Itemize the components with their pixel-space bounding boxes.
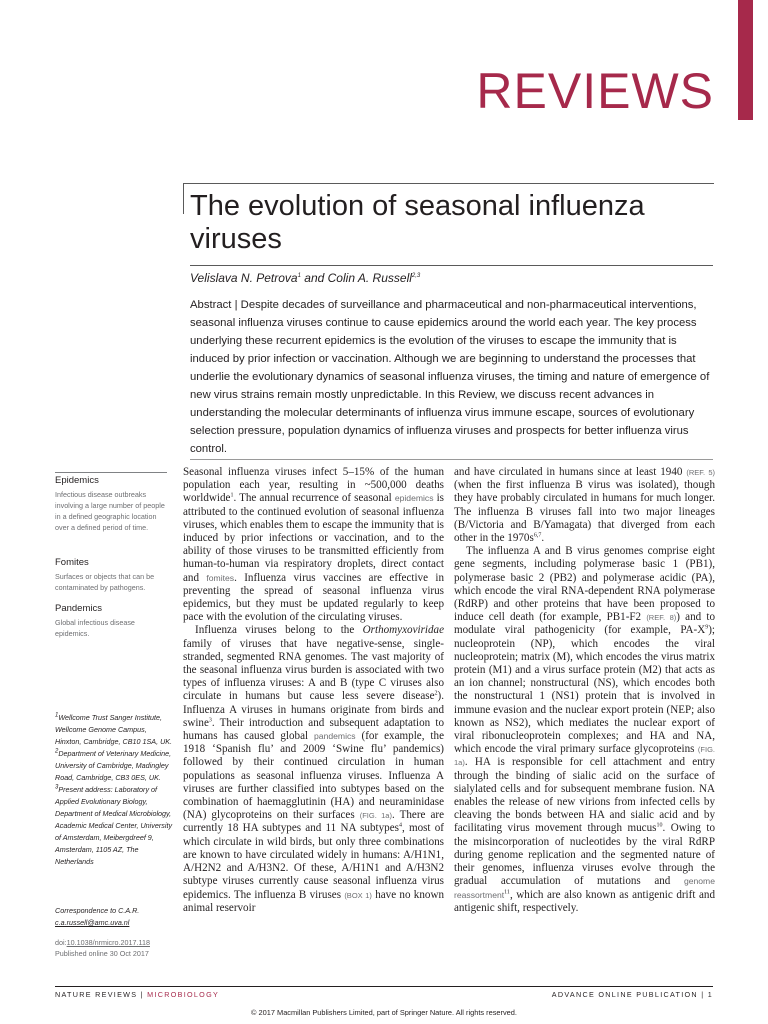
glossary-entry-fomites [55, 557, 167, 593]
doi-block [55, 937, 173, 959]
affiliation-3: $^3$Present address: Laboratory of Applied Evolutionary Biology, Department of Medical Microbiology, Academic Medical Center, University of Amsterdam, Meibergdreef 9, Amsterdam, 1105 AZ, The Netherlands [55, 784, 173, 866]
author-affiliation-sup-2: 2,3 [411, 273, 421, 279]
glossary-term: Epidemics [55, 475, 99, 486]
glossary-link-pandemics[interactable]: pandemics [314, 731, 356, 742]
author-list [190, 271, 420, 285]
glossary-term: Fomites [55, 557, 89, 568]
doi-link[interactable]: 10.1038/nrmicro.2017.118 [66, 938, 150, 947]
glossary-definition: Surfaces or objects that can be contaminated by pathogens. [55, 572, 155, 592]
footer-divider [55, 986, 713, 987]
journal-name: NATURE REVIEWS [55, 990, 138, 999]
glossary-entry-pandemics [55, 603, 167, 639]
doi-prefix: doi: [55, 938, 67, 947]
glossary-link-fomites[interactable]: fomites [206, 572, 235, 583]
body-paragraph: Seasonal influenza viruses infect 5–15% of the human population each year, resulting in ~500,000 deaths worldwide$^1$. The annual recurrence of seasonal epidemics is attributed to the continued evolution of seasonal influenza viruses, which enables them to escape the immunity that is induced by prior infections or vaccination, and to the ability of those viruses to be transmitted efficiently from human-to-human via respiratory droplets, direct contact and fomites. Influenza virus vaccines are effective in preventing the spread of seasonal influenza virus epidemics, but they must be updated regularly to keep pace with the evolution of the circulating viruses. [183, 466, 444, 624]
box-ref-link[interactable]: (BOX 1) [344, 890, 372, 900]
correspondence-label: Correspondence to C.A.R. [55, 906, 140, 915]
body-paragraph: and have circulated in humans since at least 1940 (REF. 5) (when the first influenza B virus was isolated), though they have probably circulated in humans for much longer. The influenza B viruses fall into two major lineages (B/Victoria and B/Yamagata) that diverged from each other in the $1970s^{6,7}$. [454, 466, 715, 545]
correspondence-email-link[interactable]: c.a.russell@amc.uva.nl [55, 918, 130, 927]
authors-divider [190, 265, 713, 266]
published-date: Published online 30 Oct 2017 [55, 949, 149, 958]
body-column-1 [183, 466, 444, 915]
author-name-1[interactable]: Velislava N. Petrova [190, 271, 298, 285]
figure-ref-link[interactable]: (FIG. 1a) [359, 811, 392, 821]
author-name-2[interactable]: and Colin A. Russell [300, 271, 412, 285]
abstract-label: Abstract | [190, 299, 241, 311]
page-number: 1 [707, 990, 713, 999]
affiliations [55, 712, 173, 868]
correspondence [55, 905, 173, 929]
glossary-link-epidemics[interactable]: epidemics [394, 493, 434, 504]
body-paragraph: Influenza viruses belong to the Orthomyxoviridae family of viruses that have negative-sense, single-stranded, segmented RNA genomes. The vast majority of the seasonal influenza virus burden is associated with two types of influenza viruses: A and B (type C viruses also circulate in humans but cause less severe disease$^2$). Influenza A viruses in humans originate from birds and swine$^3$. Their introduction and subsequent adaptation to humans has caused global pandemics (for example, the 1918 ‘Spanish flu’ and 2009 ‘Swine flu’ pandemics) followed by their continued circulation in human populations as seasonal influenza viruses. Influenza A viruses are further classified into subtypes based on the combination of haemagglutinin (HA) and neuraminidase (NA) glycoproteins on their surfaces (FIG. 1a). There are currently 18 HA subtypes and 11 NA subtypes$^4$, most of which circulate in wild birds, but only three combinations are known to have circulated widely in humans: A/H1N1, A/H2N2 and A/H3N2. Of these, A/H1N1 and A/H3N2 subtype viruses currently cause seasonal influenza virus epidemics. The influenza B viruses (BOX 1) have no known animal reservoir [183, 624, 445, 914]
figure-ref-link[interactable]: (FIG. 1a) [454, 745, 715, 768]
brand-color-bar [738, 0, 753, 120]
section-label: REVIEWS [476, 63, 714, 119]
footer-publication: ADVANCE ONLINE PUBLICATION | 1 [551, 990, 713, 999]
author-affiliation-sup-1: 1 [297, 273, 301, 279]
abstract-text: Despite decades of surveillance and pharmaceutical and non-pharmaceutical interventions, seasonal influenza viruses continue to cause epidemics around the world each year. The key process underlying these recurrent epidemics is the evolution of the viruses to escape the immunity that is induced by prior infection or vaccination. Although we are beginning to understand the processes that underlie the evolutionary dynamics of seasonal influenza viruses, the timing and nature of emergence of new virus strains remain mostly unpredictable. In this Review, we discuss recent advances in understanding the molecular determinants of influenza virus immune escape, sources of evolutionary selection pressure, population dynamics of influenza viruses and prospects for better influenza virus control. [190, 299, 710, 455]
copyright-notice: © 2017 Macmillan Publishers Limited, part of Springer Nature. All rights reserved. [251, 1008, 517, 1017]
glossary-link-genome-reassortment[interactable]: genome reassortment [454, 876, 715, 900]
affiliation-2: $^2$Department of Veterinary Medicine, University of Cambridge, Madingley Road, Cambridge, CB3 0ES, UK. [55, 748, 172, 782]
glossary-definition: Infectious disease outbreaks involving a large number of people in a defined geographic location over a defined period of time. [55, 490, 165, 532]
glossary-divider [55, 472, 167, 473]
publication-label: ADVANCE ONLINE PUBLICATION [551, 990, 698, 999]
abstract [190, 296, 710, 458]
body-paragraph: The influenza A and B virus genomes comprise eight gene segments, including polymerase basic 1 (PB1), polymerase basic 2 (PB2) and polymerase acidic (PA), which encode the viral RNA-dependent RNA polymerase (RdRP) and other proteins that have been proposed to induce cell death (for example, PB1-F2 (REF. 8)) and to modulate viral pathogenicity (for example, $PA-X^9$); nucleoprotein (NP), which encodes the viral nucleoprotein; matrix (M), which encodes the virus matrix protein (M1) and a virus surface protein (M2) that acts as an ion channel; nonstructural (NS), which encodes both the nonstructural 1 (NS1) protein that is involved in immune evasion and the nuclear export protein (NEP; also known as NS2), which mediates the nuclear export of viral ribonucleoprotein complexes; and HA and NA, which encode the viral primary surface glycoproteins (FIG. 1a). HA is responsible for cell attachment and entry through the binding of sialic acid on the surface of sialylated cells and for subsequent membrane fusion. NA enables the release of new virions from infected cells by cleaving the bonds between HA and sialic acid and by facilitating virus movement through mucus$^{10}$. Owing to the misincorporation of nucleotides by the viral RdRP during genome replication and the segmented nature of their genomes, influenza viruses evolve through the gradual accumulation of mutations and genome reassortment$^{11}$, which are also known as antigenic drift and antigenic shift, respectively. [454, 545, 716, 914]
footer-journal: NATURE REVIEWS | MICROBIOLOGY [55, 990, 220, 999]
glossary-entry-epidemics [55, 475, 167, 533]
abstract-divider [190, 459, 713, 460]
reference-link[interactable]: (REF. 8) [646, 613, 677, 623]
reference-link[interactable]: (REF. 5) [686, 468, 715, 477]
glossary-term: Pandemics [55, 603, 102, 614]
body-column-2 [454, 466, 715, 915]
glossary-definition: Global infectious disease epidemics. [55, 618, 135, 638]
affiliation-1: $^1$Wellcome Trust Sanger Institute, Wellcome Genome Campus, Hinxton, Cambridge, CB10 1SA, UK. [55, 712, 173, 746]
subjournal-name: MICROBIOLOGY [147, 990, 220, 999]
article-title: The evolution of seasonal influenza viruses [190, 190, 645, 255]
